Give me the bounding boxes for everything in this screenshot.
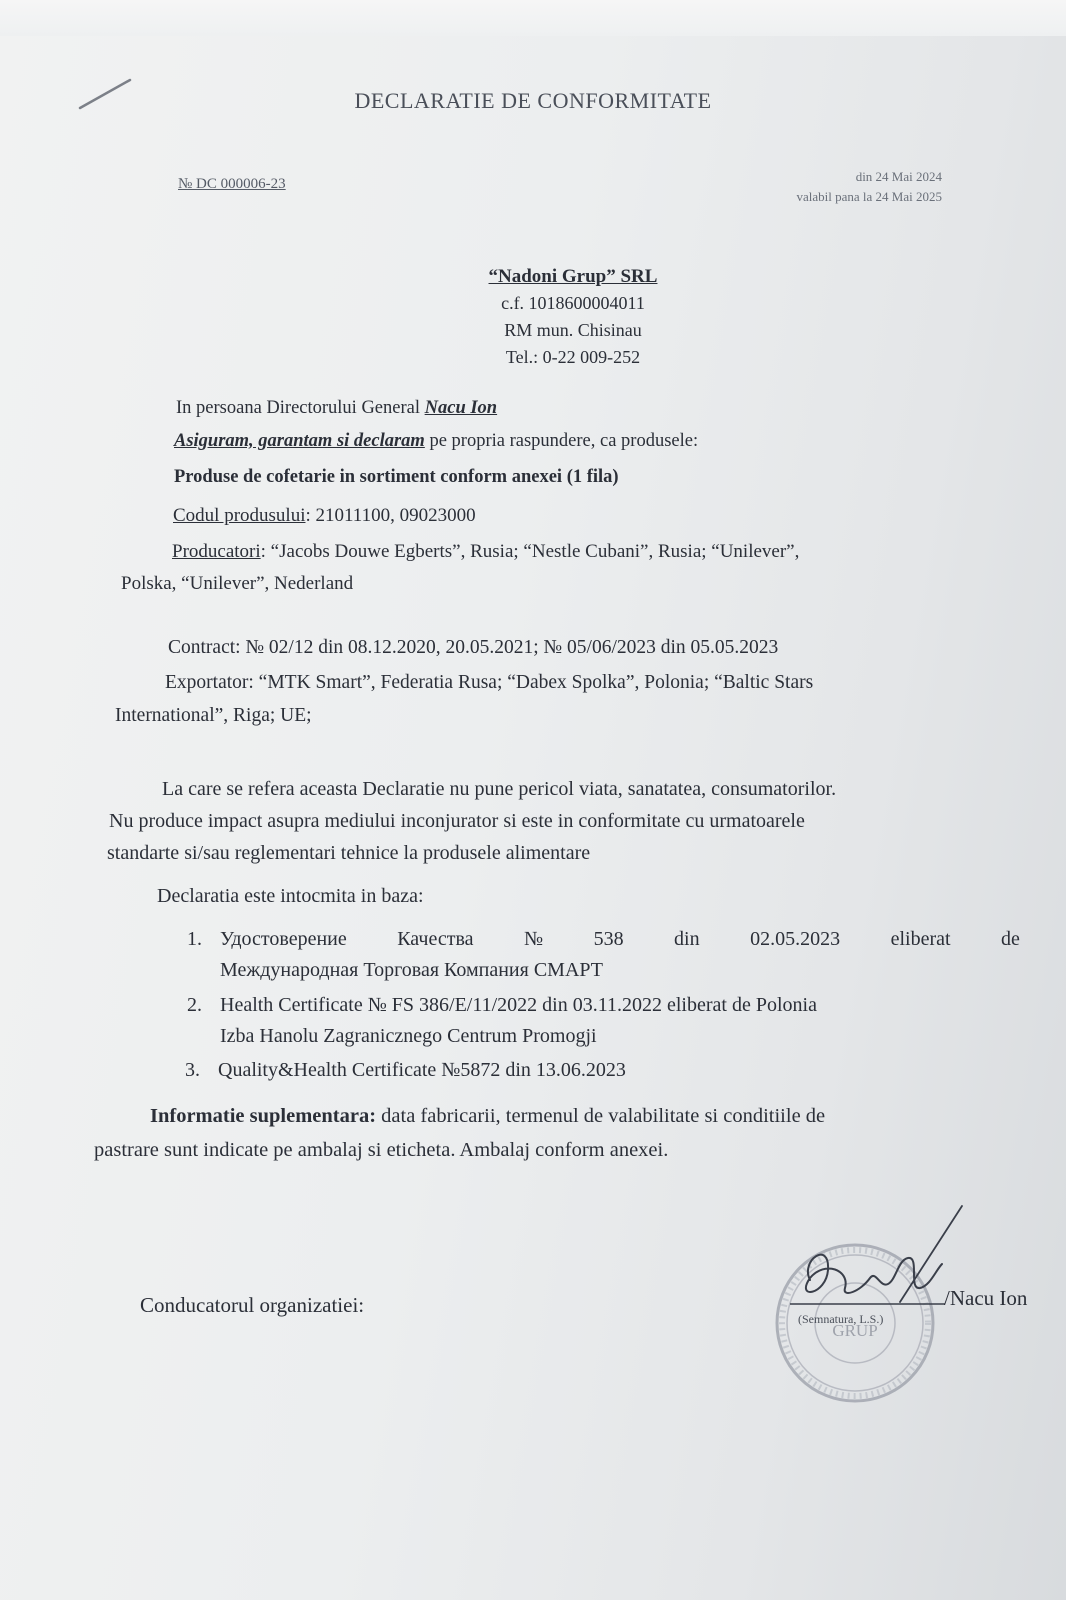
basis-item-1-word: Качества [397,928,474,950]
basis-item-1-number: 1. [187,928,202,950]
producers-line-2: Polska, “Unilever”, Nederland [121,573,354,594]
company-phone: Tel.: 0-22 009-252 [505,347,641,367]
basis-item-1-word: eliberat [890,928,951,950]
producers-label: Producatori [172,541,261,562]
basis-item-1-word: 538 [593,928,624,950]
director-prefix: In persoana Directorului General [176,398,420,418]
basis-item-2-number: 2. [187,994,202,1016]
guarantee-emphasis: Asiguram, garantam si declaram [174,431,425,451]
basis-item-1-line-2: Международная Торговая Компания СМАРТ [220,959,603,981]
basis-intro: Declaratia este intocmita in baza: [157,885,424,907]
product-code-value: : 21011100, 09023000 [305,505,476,526]
document-number: № DC 000006-23 [178,176,286,192]
basis-item-1-line-1 [220,924,1020,955]
paper-edge [0,0,1066,36]
basis-item-1-word: 02.05.2023 [750,928,841,950]
company-name: “Nadoni Grup” SRL [488,266,658,287]
date-issued: din 24 Mai 2024 [855,169,942,184]
producers-line-1 [172,541,799,563]
safety-line-2: Nu produce impact asupra mediului inconjurator si este in conformitate cu urmatoarele [109,810,805,832]
director-line [176,398,497,419]
guarantee-rest: pe propria raspundere, ca produsele: [429,431,699,451]
document-title: DECLARATIE DE CONFORMITATE [354,88,712,113]
contract-line: Contract: № 02/12 din 08.12.2020, 20.05.2021; № 05/06/2023 din 05.05.2023 [168,637,779,658]
basis-item-3-line-1: Quality&Health Certificate №5872 din 13.06.2023 [218,1059,626,1081]
products-line: Produse de cofetarie in sortiment conform anexei (1 fila) [174,467,619,487]
product-code-line [173,505,476,527]
director-name: Nacu Ion [424,398,498,418]
document-dates [797,167,943,207]
company-fiscal-code: c.f. 1018600004011 [501,293,645,313]
basis-item-1-word: № [523,928,544,950]
basis-item-2-line-1: Health Certificate № FS 386/E/11/2022 din 03.11.2022 eliberat de Polonia [220,994,817,1016]
safety-line-1: La care se refera aceasta Declaratie nu pune pericol viata, sanatatea, consumatorilor. [162,778,837,800]
producers-text-1: : “Jacobs Douwe Egberts”, Rusia; “Nestle Cubani”, Rusia; “Unilever”, [260,541,800,562]
exporter-line-1: Exportator: “MTK Smart”, Federatia Rusa; “Dabex Spolka”, Polonia; “Baltic Stars [165,672,814,693]
stamp-text: GRUP [832,1321,878,1340]
guarantee-line [174,431,698,452]
company-address: RM mun. Chisinau [504,320,642,340]
exporter-line-2: International”, Riga; UE; [115,705,312,726]
valid-until: valabil pana la 24 Mai 2025 [796,189,942,204]
signature-caption: (Semnatura, L.S.) [798,1312,884,1326]
signatory-role: Conducatorul organizatiei: [140,1293,365,1317]
supplementary-line-2: pastrare sunt indicate pe ambalaj si eticheta. Ambalaj conform anexei. [94,1139,669,1161]
signatory-name: /Nacu Ion [944,1286,1028,1310]
company-block [0,263,1066,371]
basis-item-1-word: din [674,928,700,950]
supplementary-line-1 [150,1105,825,1128]
safety-line-3: standarte si/sau reglementari tehnice la produsele alimentare [107,842,591,864]
supplementary-label: Informatie suplementara: [150,1105,377,1127]
basis-item-2-line-2: Izba Hanolu Zagranicznego Centrum Promogji [220,1025,597,1047]
supplementary-text-1: data fabricarii, termenul de valabilitate si conditiile de [381,1105,826,1127]
basis-item-1-word: Удостоверение [220,928,347,950]
basis-item-1-word: de [1001,928,1020,950]
basis-item-3-number: 3. [185,1059,200,1081]
product-code-label: Codul produsului [173,505,306,526]
